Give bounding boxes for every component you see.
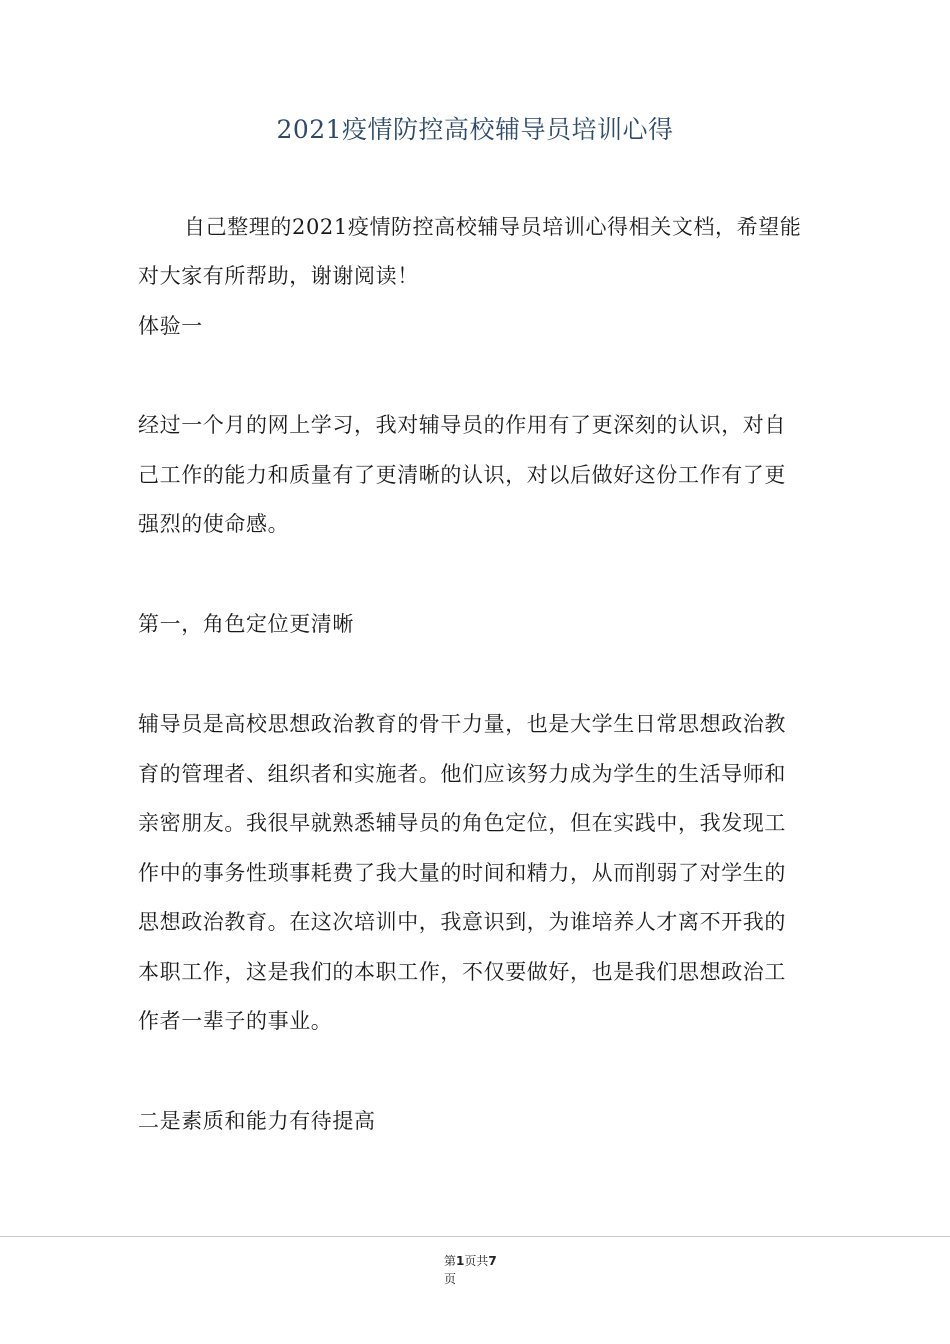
paragraph-1-line-1: 经过一个月的网上学习，我对辅导员的作用有了更深刻的认识，对自 bbox=[138, 413, 786, 437]
heading-quality-ability: 二是素质和能力有待提高 bbox=[138, 1109, 376, 1133]
paragraph-2-line-4: 作中的事务性琐事耗费了我大量的时间和精力，从而削弱了对学生的 bbox=[138, 861, 786, 885]
section-heading-experience-one: 体验一 bbox=[138, 314, 203, 338]
paragraph-2-line-6: 本职工作，这是我们的本职工作，不仅要做好，也是我们思想政治工 bbox=[138, 960, 786, 984]
paragraph-2-line-7: 作者一辈子的事业。 bbox=[138, 1009, 333, 1033]
heading-role-positioning: 第一，角色定位更清晰 bbox=[138, 612, 354, 636]
footer-divider bbox=[0, 1236, 950, 1237]
paragraph-2-line-1: 辅导员是高校思想政治教育的骨干力量，也是大学生日常思想政治教 bbox=[138, 712, 786, 736]
paragraph-1-line-2: 己工作的能力和质量有了更清晰的认识，对以后做好这份工作有了更 bbox=[138, 463, 786, 487]
paragraph-2-line-5: 思想政治教育。在这次培训中，我意识到，为谁培养人才离不开我的 bbox=[138, 910, 786, 934]
paragraph-2-line-3: 亲密朋友。我很早就熟悉辅导员的角色定位，但在实践中，我发现工 bbox=[138, 811, 786, 835]
intro-line-1: 自己整理的2021疫情防控高校辅导员培训心得相关文档，希望能 bbox=[184, 215, 802, 239]
footer-middle: 页共 bbox=[464, 1254, 489, 1268]
footer-suffix: 页 bbox=[444, 1272, 457, 1286]
intro-line-2: 对大家有所帮助，谢谢阅读！ bbox=[138, 264, 419, 288]
paragraph-2-line-2: 育的管理者、组织者和实施者。他们应该努力成为学生的生活导师和 bbox=[138, 762, 786, 786]
footer-total-pages: 7 bbox=[488, 1254, 497, 1268]
footer-prefix: 第 bbox=[444, 1254, 457, 1268]
page-number-footer bbox=[444, 1252, 524, 1288]
document-title: 2021疫情防控高校辅导员培训心得 bbox=[276, 115, 674, 144]
footer-current-page: 1 bbox=[456, 1254, 465, 1268]
paragraph-1-line-3: 强烈的使命感。 bbox=[138, 512, 290, 536]
